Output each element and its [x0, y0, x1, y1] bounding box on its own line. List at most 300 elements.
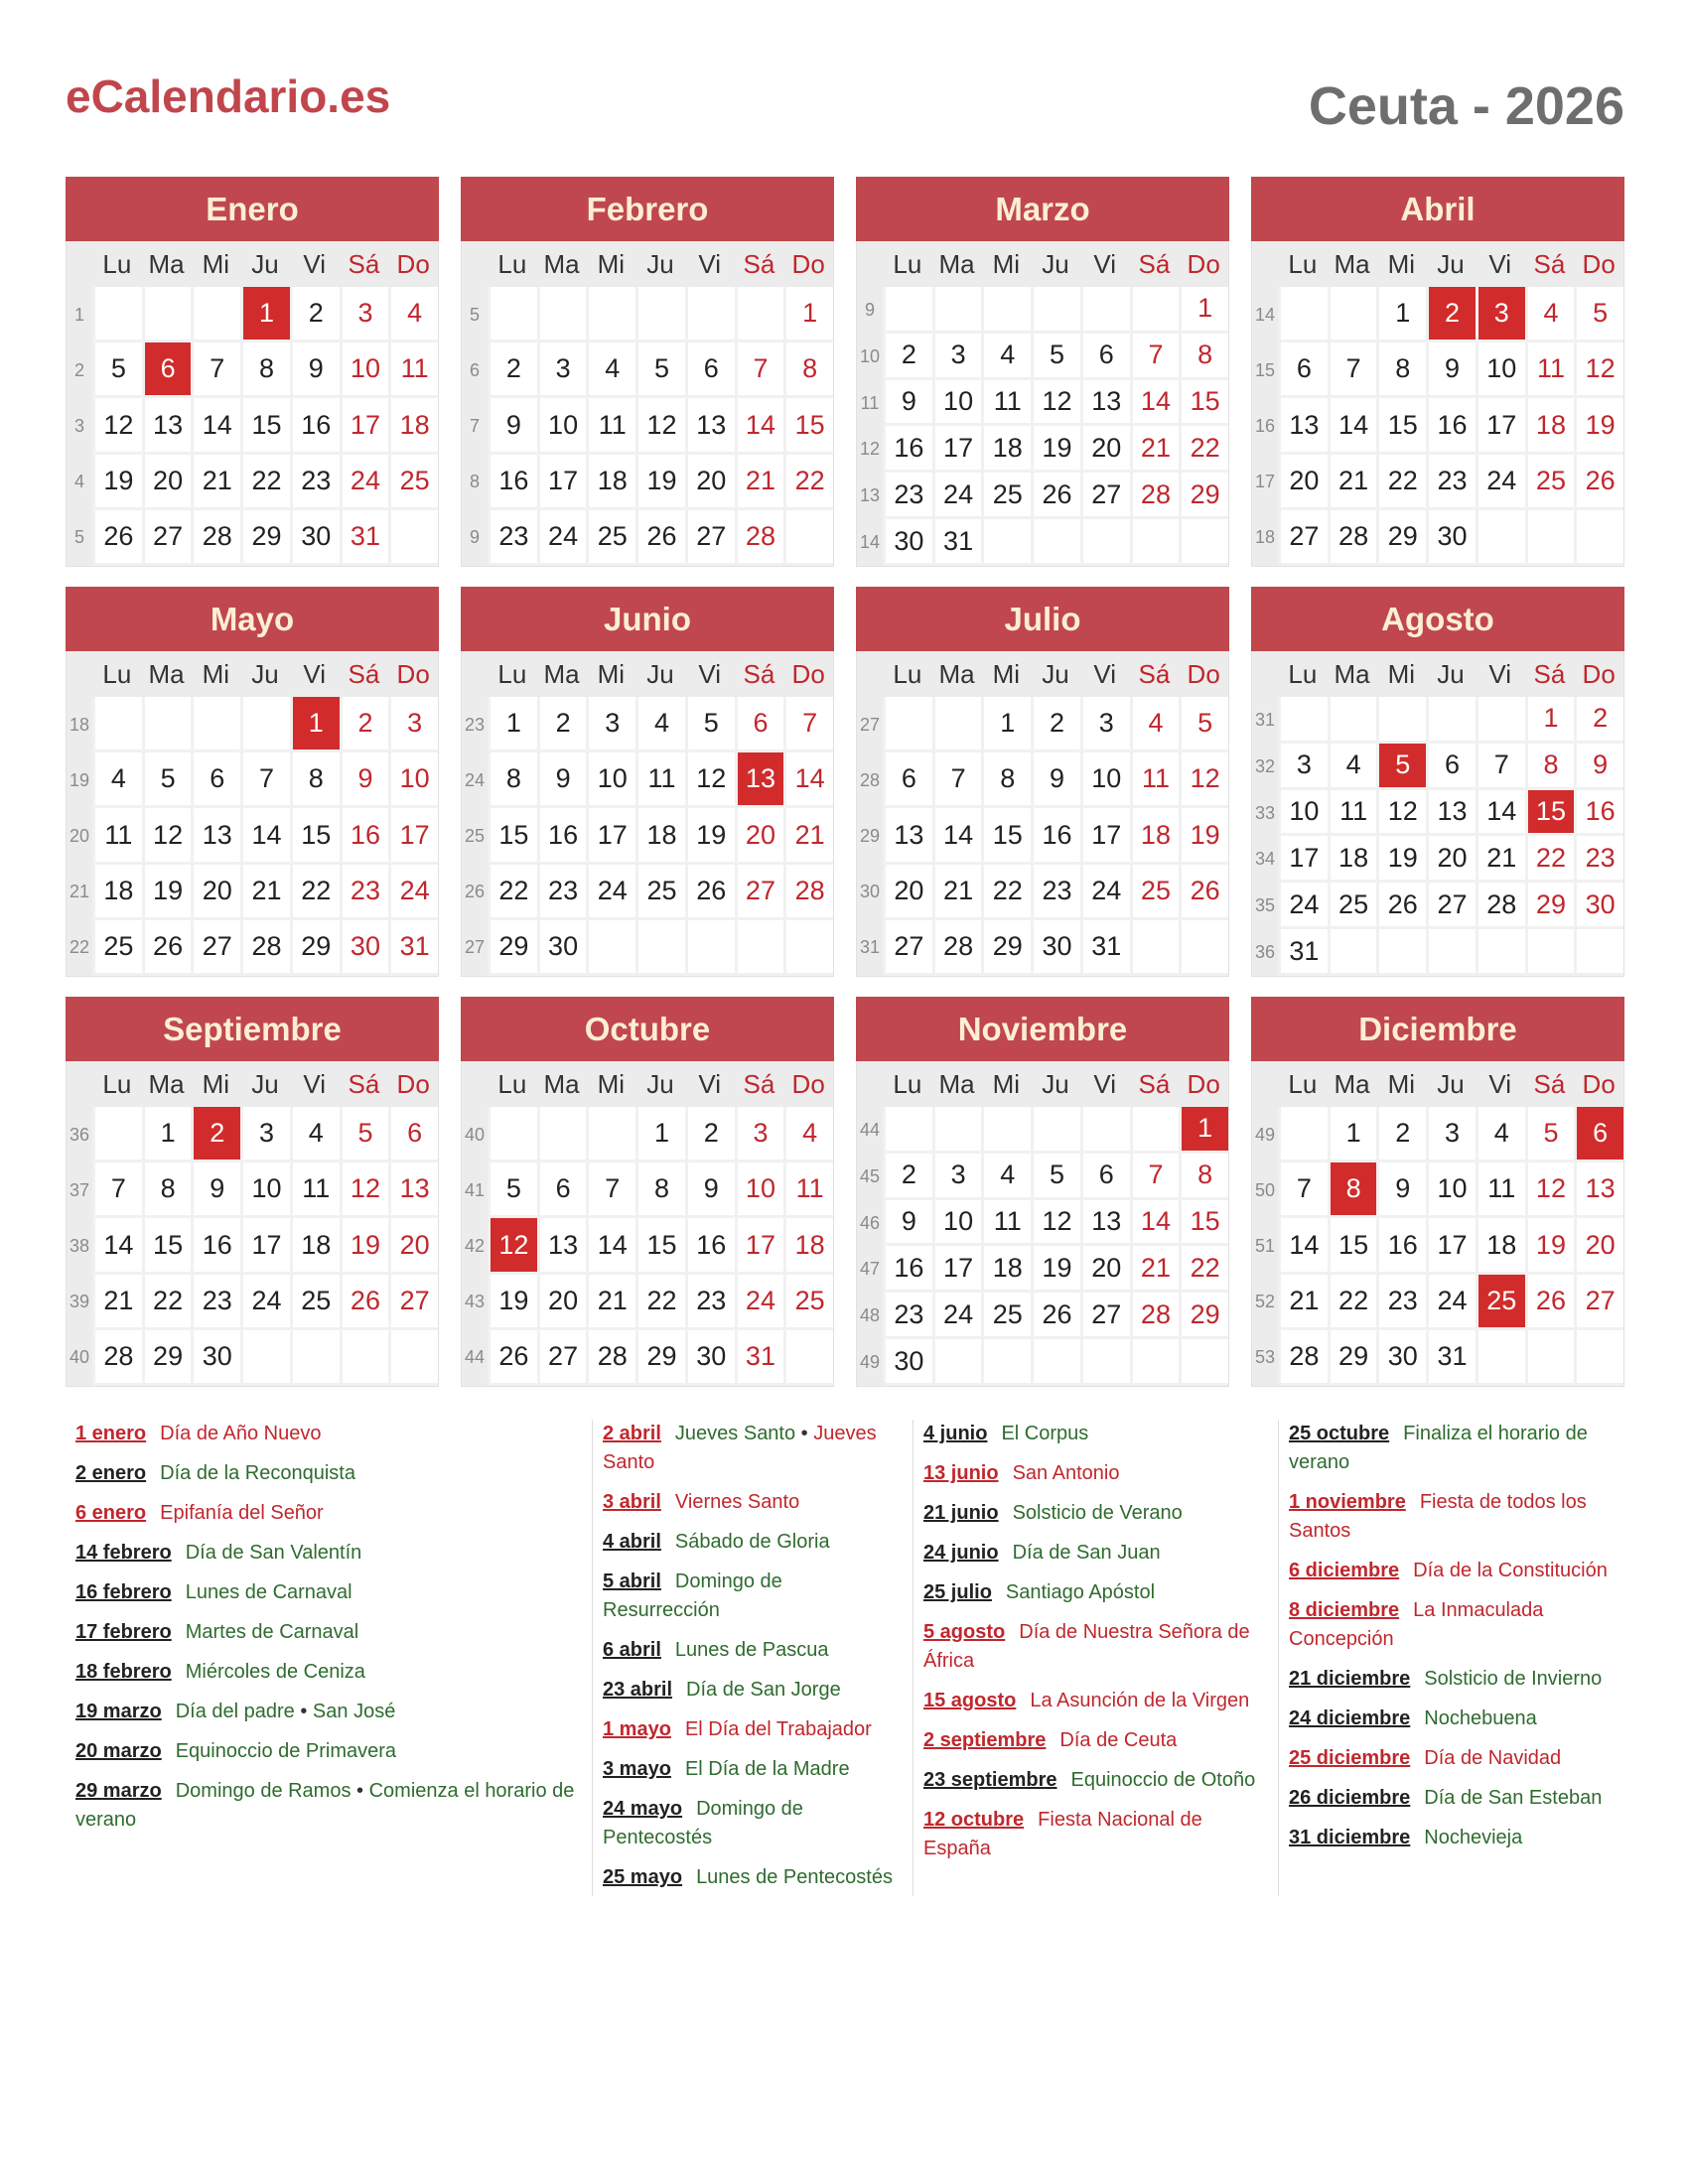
day-cell[interactable]: 7	[191, 342, 240, 398]
day-cell[interactable]: 16	[883, 426, 932, 473]
day-cell[interactable]: 16	[1376, 1218, 1426, 1274]
day-cell[interactable]: 23	[1574, 836, 1623, 883]
day-cell[interactable]: 5	[1574, 287, 1623, 342]
day-cell[interactable]: 25	[1525, 455, 1575, 510]
day-cell[interactable]: 3	[932, 1154, 982, 1200]
day-cell[interactable]: 24	[1278, 883, 1328, 929]
day-cell[interactable]: 27	[1574, 1275, 1623, 1330]
day-cell[interactable]: 2	[883, 1154, 932, 1200]
day-cell[interactable]: 4	[783, 1107, 833, 1162]
day-cell[interactable]: 21	[783, 808, 833, 864]
day-cell[interactable]: 23	[191, 1275, 240, 1330]
day-cell[interactable]: 7	[932, 752, 982, 808]
day-cell[interactable]: 11	[981, 1200, 1031, 1247]
day-cell[interactable]: 25	[586, 510, 635, 566]
day-cell[interactable]: 24	[586, 865, 635, 920]
day-cell[interactable]: 29	[635, 1330, 685, 1386]
day-cell[interactable]: 25	[92, 920, 142, 976]
day-cell[interactable]: 13	[388, 1162, 438, 1218]
day-cell[interactable]: 19	[685, 808, 735, 864]
holiday-day-cell[interactable]: 13	[735, 752, 784, 808]
day-cell[interactable]: 5	[685, 697, 735, 752]
day-cell[interactable]: 11	[1476, 1162, 1525, 1218]
day-cell[interactable]: 31	[1278, 929, 1328, 976]
day-cell[interactable]: 11	[1130, 752, 1180, 808]
day-cell[interactable]: 17	[586, 808, 635, 864]
day-cell[interactable]: 24	[388, 865, 438, 920]
day-cell[interactable]: 20	[191, 865, 240, 920]
day-cell[interactable]: 29	[290, 920, 340, 976]
day-cell[interactable]: 16	[191, 1218, 240, 1274]
day-cell[interactable]: 11	[783, 1162, 833, 1218]
day-cell[interactable]: 27	[388, 1275, 438, 1330]
day-cell[interactable]: 1	[635, 1107, 685, 1162]
day-cell[interactable]: 4	[635, 697, 685, 752]
day-cell[interactable]: 3	[1426, 1107, 1476, 1162]
day-cell[interactable]: 6	[1426, 744, 1476, 790]
day-cell[interactable]: 1	[1179, 287, 1228, 334]
day-cell[interactable]: 23	[537, 865, 587, 920]
day-cell[interactable]: 19	[635, 455, 685, 510]
day-cell[interactable]: 22	[142, 1275, 192, 1330]
day-cell[interactable]: 10	[340, 342, 389, 398]
day-cell[interactable]: 19	[1525, 1218, 1575, 1274]
day-cell[interactable]: 16	[537, 808, 587, 864]
day-cell[interactable]: 12	[635, 398, 685, 454]
day-cell[interactable]: 22	[488, 865, 537, 920]
day-cell[interactable]: 27	[191, 920, 240, 976]
day-cell[interactable]: 6	[191, 752, 240, 808]
day-cell[interactable]: 28	[783, 865, 833, 920]
day-cell[interactable]: 2	[1574, 697, 1623, 744]
day-cell[interactable]: 5	[142, 752, 192, 808]
day-cell[interactable]: 1	[488, 697, 537, 752]
day-cell[interactable]: 16	[1426, 398, 1476, 454]
day-cell[interactable]: 8	[1179, 334, 1228, 380]
day-cell[interactable]: 2	[488, 342, 537, 398]
day-cell[interactable]: 2	[340, 697, 389, 752]
day-cell[interactable]: 2	[883, 334, 932, 380]
day-cell[interactable]: 31	[932, 519, 982, 566]
day-cell[interactable]: 21	[1130, 426, 1180, 473]
day-cell[interactable]: 26	[1179, 865, 1228, 920]
day-cell[interactable]: 1	[1525, 697, 1575, 744]
day-cell[interactable]: 18	[981, 1246, 1031, 1293]
day-cell[interactable]: 14	[586, 1218, 635, 1274]
day-cell[interactable]: 22	[240, 455, 290, 510]
day-cell[interactable]: 23	[883, 473, 932, 519]
day-cell[interactable]: 11	[635, 752, 685, 808]
day-cell[interactable]: 11	[586, 398, 635, 454]
day-cell[interactable]: 29	[1376, 510, 1426, 566]
day-cell[interactable]: 8	[1376, 342, 1426, 398]
day-cell[interactable]: 20	[883, 865, 932, 920]
day-cell[interactable]: 2	[537, 697, 587, 752]
day-cell[interactable]: 26	[1031, 1293, 1080, 1339]
day-cell[interactable]: 15	[783, 398, 833, 454]
day-cell[interactable]: 19	[340, 1218, 389, 1274]
day-cell[interactable]: 4	[586, 342, 635, 398]
day-cell[interactable]: 29	[1328, 1330, 1377, 1386]
day-cell[interactable]: 26	[1525, 1275, 1575, 1330]
day-cell[interactable]: 29	[1179, 473, 1228, 519]
day-cell[interactable]: 8	[635, 1162, 685, 1218]
day-cell[interactable]: 30	[1376, 1330, 1426, 1386]
day-cell[interactable]: 24	[1426, 1275, 1476, 1330]
day-cell[interactable]: 5	[1525, 1107, 1575, 1162]
day-cell[interactable]: 18	[1525, 398, 1575, 454]
day-cell[interactable]: 7	[92, 1162, 142, 1218]
day-cell[interactable]: 29	[488, 920, 537, 976]
day-cell[interactable]: 12	[1525, 1162, 1575, 1218]
day-cell[interactable]: 13	[191, 808, 240, 864]
day-cell[interactable]: 19	[1031, 1246, 1080, 1293]
day-cell[interactable]: 7	[1278, 1162, 1328, 1218]
day-cell[interactable]: 15	[1179, 1200, 1228, 1247]
day-cell[interactable]: 4	[1328, 744, 1377, 790]
day-cell[interactable]: 21	[932, 865, 982, 920]
day-cell[interactable]: 2	[685, 1107, 735, 1162]
day-cell[interactable]: 18	[1476, 1218, 1525, 1274]
day-cell[interactable]: 22	[635, 1275, 685, 1330]
day-cell[interactable]: 10	[1476, 342, 1525, 398]
day-cell[interactable]: 20	[1080, 426, 1130, 473]
day-cell[interactable]: 29	[142, 1330, 192, 1386]
day-cell[interactable]: 28	[932, 920, 982, 976]
day-cell[interactable]: 28	[1278, 1330, 1328, 1386]
day-cell[interactable]: 25	[981, 473, 1031, 519]
day-cell[interactable]: 22	[1179, 1246, 1228, 1293]
day-cell[interactable]: 13	[142, 398, 192, 454]
day-cell[interactable]: 3	[586, 697, 635, 752]
day-cell[interactable]: 8	[290, 752, 340, 808]
day-cell[interactable]: 18	[388, 398, 438, 454]
day-cell[interactable]: 9	[1426, 342, 1476, 398]
day-cell[interactable]: 8	[783, 342, 833, 398]
day-cell[interactable]: 7	[783, 697, 833, 752]
day-cell[interactable]: 15	[142, 1218, 192, 1274]
day-cell[interactable]: 1	[1376, 287, 1426, 342]
day-cell[interactable]: 26	[488, 1330, 537, 1386]
day-cell[interactable]: 10	[586, 752, 635, 808]
day-cell[interactable]: 28	[92, 1330, 142, 1386]
day-cell[interactable]: 4	[981, 334, 1031, 380]
day-cell[interactable]: 7	[1328, 342, 1377, 398]
day-cell[interactable]: 6	[1080, 1154, 1130, 1200]
day-cell[interactable]: 26	[142, 920, 192, 976]
day-cell[interactable]: 21	[1328, 455, 1377, 510]
day-cell[interactable]: 1	[1328, 1107, 1377, 1162]
day-cell[interactable]: 11	[388, 342, 438, 398]
day-cell[interactable]: 10	[1080, 752, 1130, 808]
day-cell[interactable]: 15	[635, 1218, 685, 1274]
day-cell[interactable]: 25	[290, 1275, 340, 1330]
day-cell[interactable]: 14	[240, 808, 290, 864]
day-cell[interactable]: 22	[783, 455, 833, 510]
day-cell[interactable]: 8	[1179, 1154, 1228, 1200]
holiday-day-cell[interactable]: 15	[1525, 790, 1575, 837]
day-cell[interactable]: 11	[981, 380, 1031, 427]
day-cell[interactable]: 6	[685, 342, 735, 398]
holiday-day-cell[interactable]: 6	[142, 342, 192, 398]
day-cell[interactable]: 12	[1574, 342, 1623, 398]
day-cell[interactable]: 16	[1031, 808, 1080, 864]
day-cell[interactable]: 9	[537, 752, 587, 808]
day-cell[interactable]: 28	[586, 1330, 635, 1386]
day-cell[interactable]: 2	[1031, 697, 1080, 752]
day-cell[interactable]: 15	[488, 808, 537, 864]
day-cell[interactable]: 24	[240, 1275, 290, 1330]
day-cell[interactable]: 22	[1376, 455, 1426, 510]
day-cell[interactable]: 20	[735, 808, 784, 864]
day-cell[interactable]: 18	[1328, 836, 1377, 883]
day-cell[interactable]: 3	[388, 697, 438, 752]
day-cell[interactable]: 28	[1328, 510, 1377, 566]
day-cell[interactable]: 3	[1080, 697, 1130, 752]
day-cell[interactable]: 23	[1426, 455, 1476, 510]
day-cell[interactable]: 28	[735, 510, 784, 566]
day-cell[interactable]: 15	[981, 808, 1031, 864]
day-cell[interactable]: 28	[1476, 883, 1525, 929]
day-cell[interactable]: 15	[1328, 1218, 1377, 1274]
day-cell[interactable]: 26	[92, 510, 142, 566]
day-cell[interactable]: 11	[92, 808, 142, 864]
day-cell[interactable]: 13	[1426, 790, 1476, 837]
day-cell[interactable]: 11	[1328, 790, 1377, 837]
day-cell[interactable]: 18	[290, 1218, 340, 1274]
day-cell[interactable]: 25	[783, 1275, 833, 1330]
day-cell[interactable]: 10	[537, 398, 587, 454]
day-cell[interactable]: 20	[142, 455, 192, 510]
day-cell[interactable]: 3	[240, 1107, 290, 1162]
day-cell[interactable]: 10	[932, 1200, 982, 1247]
day-cell[interactable]: 26	[1376, 883, 1426, 929]
day-cell[interactable]: 22	[290, 865, 340, 920]
day-cell[interactable]: 27	[1080, 1293, 1130, 1339]
day-cell[interactable]: 17	[932, 426, 982, 473]
day-cell[interactable]: 16	[340, 808, 389, 864]
day-cell[interactable]: 18	[92, 865, 142, 920]
day-cell[interactable]: 23	[290, 455, 340, 510]
day-cell[interactable]: 30	[290, 510, 340, 566]
day-cell[interactable]: 21	[1130, 1246, 1180, 1293]
day-cell[interactable]: 7	[735, 342, 784, 398]
day-cell[interactable]: 28	[1130, 473, 1180, 519]
day-cell[interactable]: 9	[1031, 752, 1080, 808]
day-cell[interactable]: 7	[1476, 744, 1525, 790]
day-cell[interactable]: 19	[1031, 426, 1080, 473]
day-cell[interactable]: 14	[932, 808, 982, 864]
day-cell[interactable]: 20	[1278, 455, 1328, 510]
day-cell[interactable]: 31	[1426, 1330, 1476, 1386]
day-cell[interactable]: 5	[635, 342, 685, 398]
day-cell[interactable]: 30	[883, 519, 932, 566]
day-cell[interactable]: 28	[191, 510, 240, 566]
day-cell[interactable]: 1	[142, 1107, 192, 1162]
day-cell[interactable]: 9	[340, 752, 389, 808]
day-cell[interactable]: 8	[488, 752, 537, 808]
day-cell[interactable]: 9	[1574, 744, 1623, 790]
day-cell[interactable]: 27	[685, 510, 735, 566]
day-cell[interactable]: 20	[1080, 1246, 1130, 1293]
day-cell[interactable]: 14	[1476, 790, 1525, 837]
day-cell[interactable]: 6	[388, 1107, 438, 1162]
day-cell[interactable]: 6	[735, 697, 784, 752]
day-cell[interactable]: 14	[1130, 1200, 1180, 1247]
day-cell[interactable]: 27	[883, 920, 932, 976]
day-cell[interactable]: 21	[1278, 1275, 1328, 1330]
day-cell[interactable]: 14	[1130, 380, 1180, 427]
day-cell[interactable]: 22	[1328, 1275, 1377, 1330]
day-cell[interactable]: 3	[735, 1107, 784, 1162]
day-cell[interactable]: 5	[340, 1107, 389, 1162]
day-cell[interactable]: 4	[1525, 287, 1575, 342]
day-cell[interactable]: 6	[883, 752, 932, 808]
day-cell[interactable]: 10	[388, 752, 438, 808]
day-cell[interactable]: 27	[537, 1330, 587, 1386]
day-cell[interactable]: 16	[290, 398, 340, 454]
day-cell[interactable]: 17	[1278, 836, 1328, 883]
day-cell[interactable]: 3	[1278, 744, 1328, 790]
day-cell[interactable]: 24	[735, 1275, 784, 1330]
holiday-day-cell[interactable]: 25	[1476, 1275, 1525, 1330]
day-cell[interactable]: 17	[340, 398, 389, 454]
day-cell[interactable]: 29	[981, 920, 1031, 976]
day-cell[interactable]: 8	[240, 342, 290, 398]
day-cell[interactable]: 15	[290, 808, 340, 864]
day-cell[interactable]: 29	[240, 510, 290, 566]
day-cell[interactable]: 27	[1278, 510, 1328, 566]
holiday-day-cell[interactable]: 3	[1476, 287, 1525, 342]
day-cell[interactable]: 27	[142, 510, 192, 566]
day-cell[interactable]: 28	[240, 920, 290, 976]
day-cell[interactable]: 22	[1179, 426, 1228, 473]
day-cell[interactable]: 13	[883, 808, 932, 864]
day-cell[interactable]: 12	[1031, 1200, 1080, 1247]
day-cell[interactable]: 19	[92, 455, 142, 510]
day-cell[interactable]: 17	[1080, 808, 1130, 864]
day-cell[interactable]: 21	[1476, 836, 1525, 883]
day-cell[interactable]: 18	[1130, 808, 1180, 864]
day-cell[interactable]: 28	[1130, 1293, 1180, 1339]
day-cell[interactable]: 14	[191, 398, 240, 454]
day-cell[interactable]: 24	[1080, 865, 1130, 920]
day-cell[interactable]: 12	[1031, 380, 1080, 427]
day-cell[interactable]: 1	[981, 697, 1031, 752]
day-cell[interactable]: 21	[191, 455, 240, 510]
day-cell[interactable]: 6	[1080, 334, 1130, 380]
holiday-day-cell[interactable]: 1	[1179, 1107, 1228, 1154]
day-cell[interactable]: 9	[883, 380, 932, 427]
day-cell[interactable]: 9	[685, 1162, 735, 1218]
day-cell[interactable]: 4	[1130, 697, 1180, 752]
day-cell[interactable]: 19	[1179, 808, 1228, 864]
day-cell[interactable]: 23	[1376, 1275, 1426, 1330]
day-cell[interactable]: 16	[685, 1218, 735, 1274]
day-cell[interactable]: 11	[290, 1162, 340, 1218]
day-cell[interactable]: 29	[1525, 883, 1575, 929]
day-cell[interactable]: 9	[883, 1200, 932, 1247]
day-cell[interactable]: 6	[1278, 342, 1328, 398]
day-cell[interactable]: 21	[240, 865, 290, 920]
day-cell[interactable]: 8	[1525, 744, 1575, 790]
day-cell[interactable]: 19	[142, 865, 192, 920]
day-cell[interactable]: 18	[635, 808, 685, 864]
day-cell[interactable]: 13	[1278, 398, 1328, 454]
day-cell[interactable]: 5	[92, 342, 142, 398]
day-cell[interactable]: 10	[735, 1162, 784, 1218]
day-cell[interactable]: 23	[488, 510, 537, 566]
day-cell[interactable]: 10	[1278, 790, 1328, 837]
day-cell[interactable]: 26	[635, 510, 685, 566]
day-cell[interactable]: 24	[932, 1293, 982, 1339]
day-cell[interactable]: 23	[685, 1275, 735, 1330]
day-cell[interactable]: 14	[735, 398, 784, 454]
day-cell[interactable]: 26	[685, 865, 735, 920]
holiday-day-cell[interactable]: 6	[1574, 1107, 1623, 1162]
day-cell[interactable]: 26	[340, 1275, 389, 1330]
day-cell[interactable]: 8	[142, 1162, 192, 1218]
day-cell[interactable]: 5	[1031, 334, 1080, 380]
day-cell[interactable]: 25	[388, 455, 438, 510]
day-cell[interactable]: 24	[340, 455, 389, 510]
day-cell[interactable]: 12	[92, 398, 142, 454]
day-cell[interactable]: 5	[488, 1162, 537, 1218]
day-cell[interactable]: 30	[685, 1330, 735, 1386]
day-cell[interactable]: 15	[1376, 398, 1426, 454]
day-cell[interactable]: 4	[981, 1154, 1031, 1200]
day-cell[interactable]: 19	[488, 1275, 537, 1330]
day-cell[interactable]: 27	[735, 865, 784, 920]
day-cell[interactable]: 20	[1426, 836, 1476, 883]
day-cell[interactable]: 17	[735, 1218, 784, 1274]
day-cell[interactable]: 7	[586, 1162, 635, 1218]
day-cell[interactable]: 29	[1179, 1293, 1228, 1339]
holiday-day-cell[interactable]: 8	[1328, 1162, 1377, 1218]
day-cell[interactable]: 21	[735, 455, 784, 510]
day-cell[interactable]: 27	[1080, 473, 1130, 519]
day-cell[interactable]: 17	[1426, 1218, 1476, 1274]
day-cell[interactable]: 30	[191, 1330, 240, 1386]
day-cell[interactable]: 30	[340, 920, 389, 976]
day-cell[interactable]: 12	[685, 752, 735, 808]
day-cell[interactable]: 23	[883, 1293, 932, 1339]
day-cell[interactable]: 22	[981, 865, 1031, 920]
day-cell[interactable]: 14	[783, 752, 833, 808]
day-cell[interactable]: 30	[1426, 510, 1476, 566]
day-cell[interactable]: 15	[1179, 380, 1228, 427]
day-cell[interactable]: 27	[1426, 883, 1476, 929]
day-cell[interactable]: 30	[537, 920, 587, 976]
day-cell[interactable]: 17	[537, 455, 587, 510]
day-cell[interactable]: 24	[537, 510, 587, 566]
day-cell[interactable]: 19	[1376, 836, 1426, 883]
day-cell[interactable]: 11	[1525, 342, 1575, 398]
day-cell[interactable]: 13	[1574, 1162, 1623, 1218]
day-cell[interactable]: 30	[883, 1339, 932, 1386]
day-cell[interactable]: 16	[488, 455, 537, 510]
holiday-day-cell[interactable]: 5	[1376, 744, 1426, 790]
day-cell[interactable]: 12	[1376, 790, 1426, 837]
day-cell[interactable]: 23	[340, 865, 389, 920]
day-cell[interactable]: 26	[1574, 455, 1623, 510]
day-cell[interactable]: 19	[1574, 398, 1623, 454]
day-cell[interactable]: 13	[1080, 1200, 1130, 1247]
day-cell[interactable]: 24	[1476, 455, 1525, 510]
day-cell[interactable]: 4	[388, 287, 438, 342]
day-cell[interactable]: 18	[586, 455, 635, 510]
day-cell[interactable]: 25	[1328, 883, 1377, 929]
